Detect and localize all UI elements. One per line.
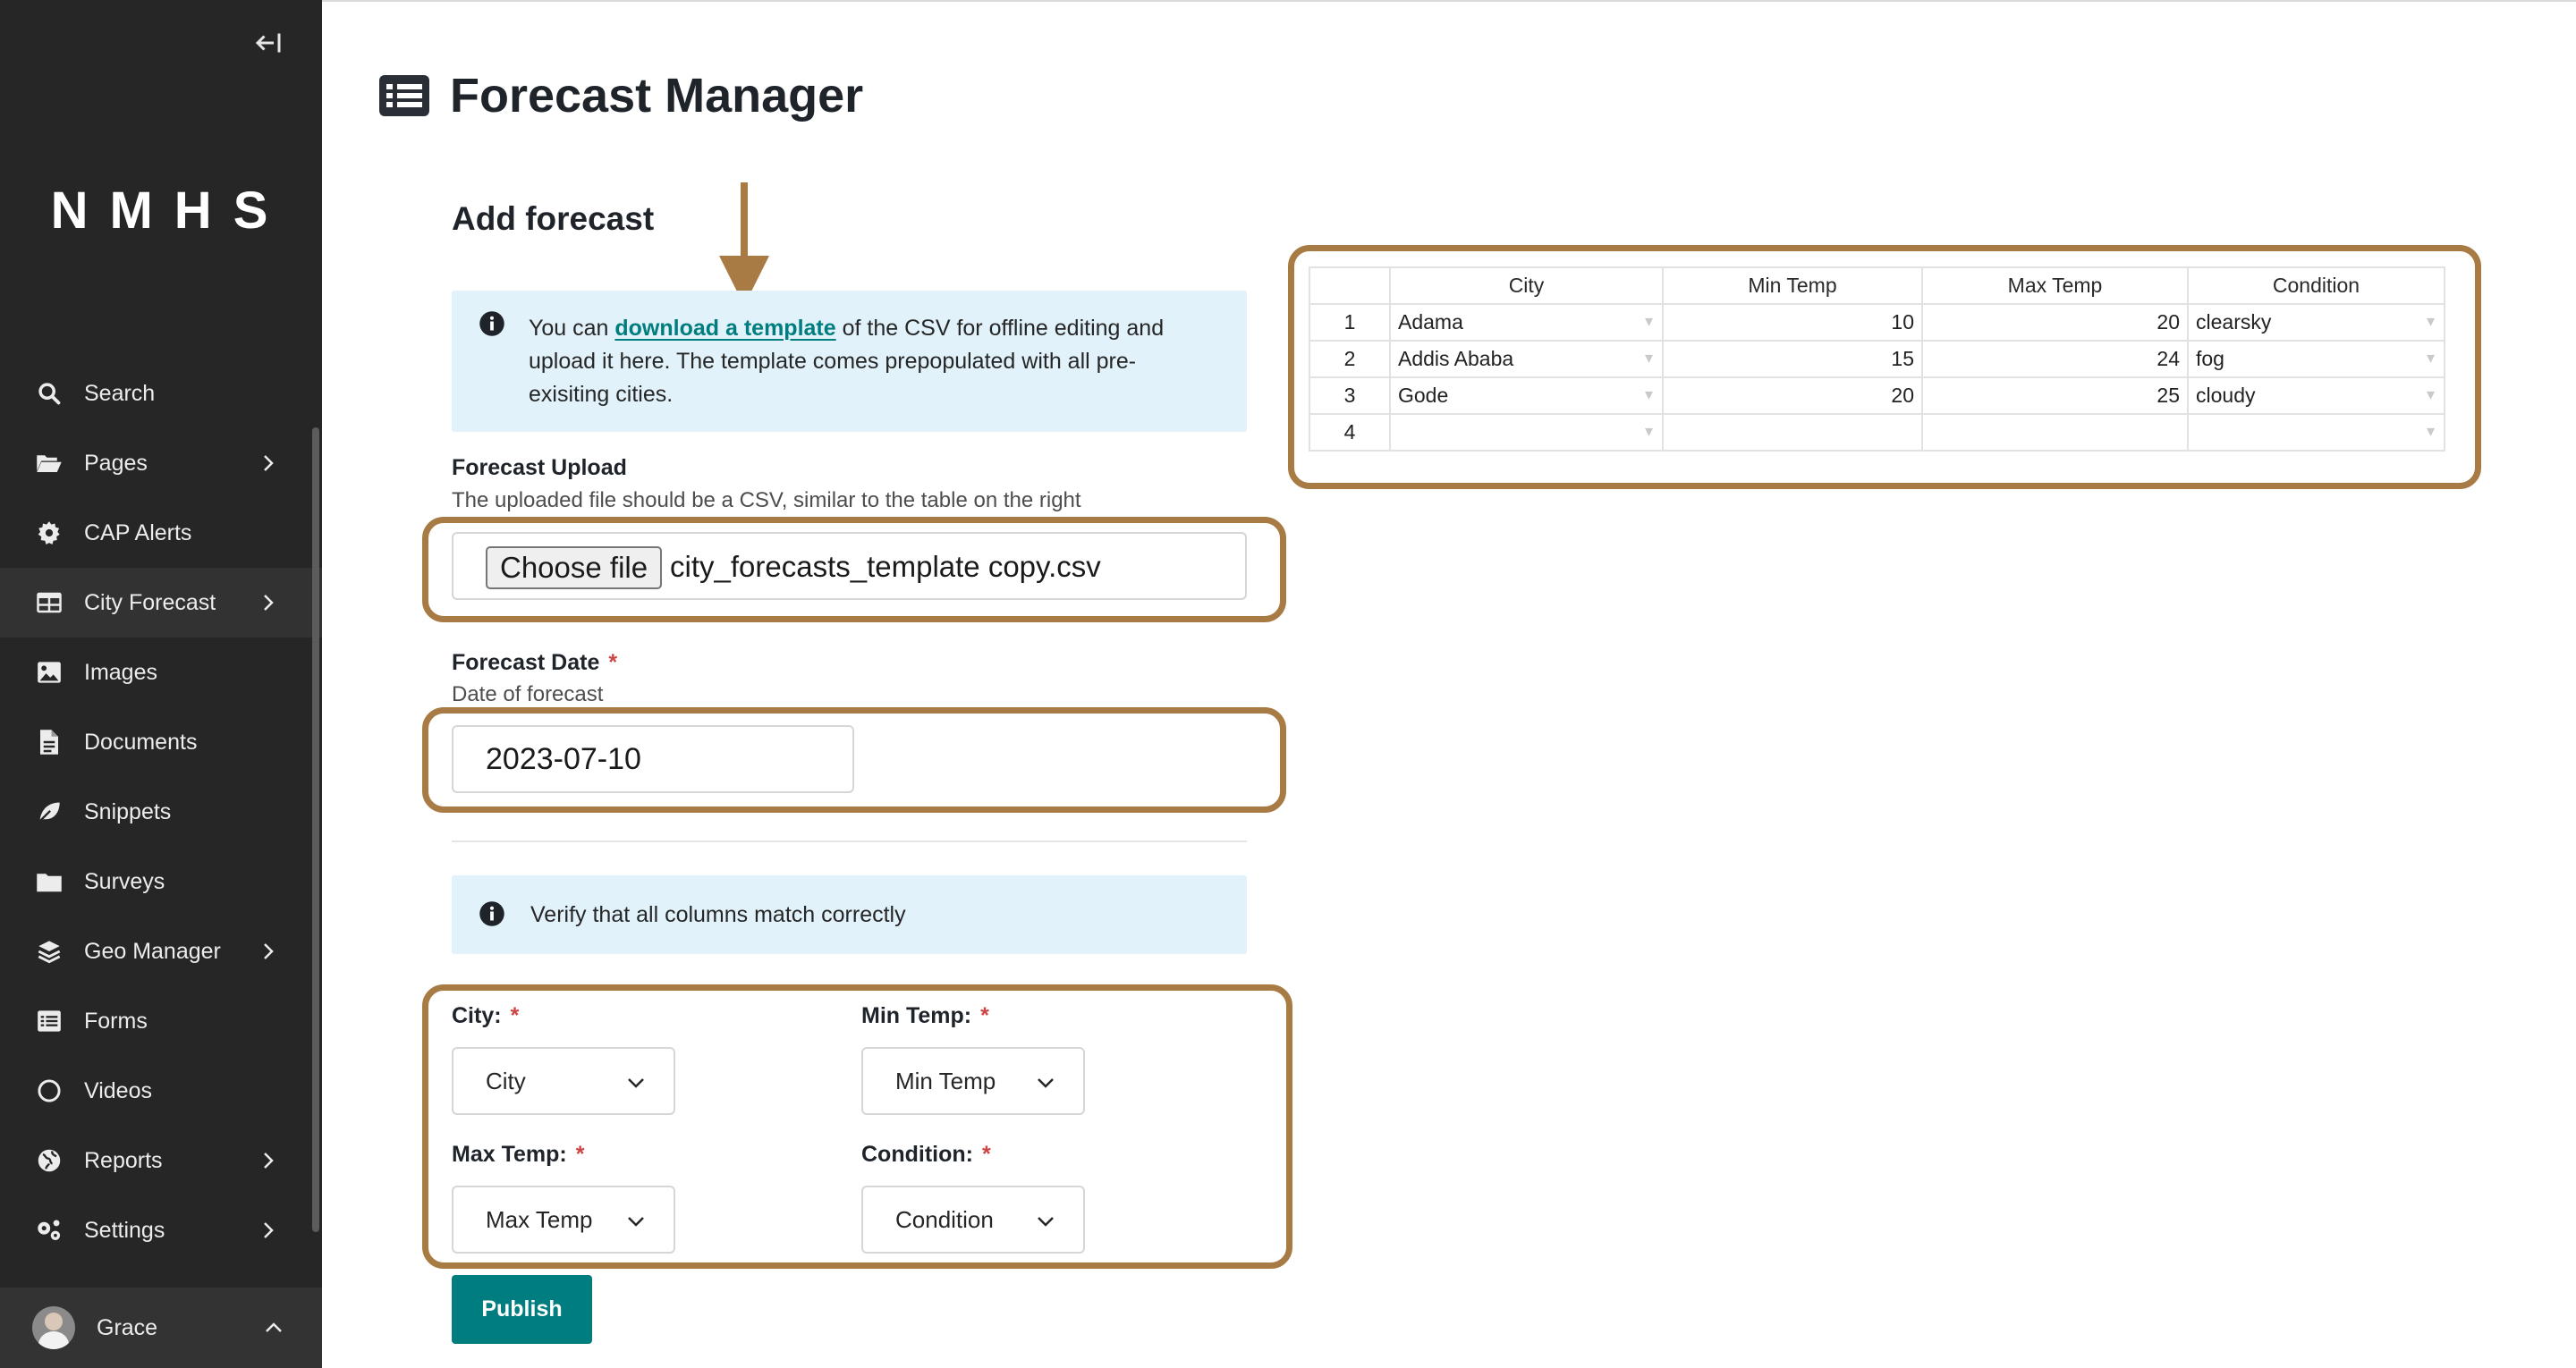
forecast-date-hint: Date of forecast [452, 682, 604, 706]
avatar [32, 1306, 75, 1349]
leaf-icon [36, 798, 63, 825]
circle-icon [36, 1077, 63, 1104]
city-cell[interactable]: Adama ▾ [1390, 304, 1663, 341]
row-index: 2 [1309, 341, 1390, 377]
user-menu[interactable] [0, 1288, 322, 1368]
sidebar-scrollbar[interactable] [312, 427, 319, 1232]
sidebar-item-images[interactable] [0, 638, 322, 707]
condition-cell[interactable] [2188, 414, 2445, 451]
csv-preview-table [1309, 266, 2445, 452]
column-header-condition[interactable]: Condition [2188, 267, 2445, 304]
sidebar-item-label: City Forecast [84, 589, 216, 615]
sidebar-item-videos[interactable] [0, 1056, 322, 1126]
condition-cell[interactable]: cloudy ▾ [2188, 377, 2445, 414]
sidebar [0, 0, 322, 1368]
column-header-max-temp[interactable]: Max Temp [1922, 267, 2188, 304]
required-marker: * [980, 1003, 989, 1028]
forecast-date-label-text: Forecast Date [452, 650, 600, 675]
chevron-right-icon [258, 592, 279, 613]
condition-column-select-value: Condition [895, 1205, 994, 1233]
verify-text: Verify that all columns match correctly [530, 902, 906, 927]
help-text-suffix: of the CSV for offline editing and upload it here. The template comes prepopulated with all pre-exisiting cities. [529, 316, 1165, 407]
chevron-down-icon [625, 1211, 647, 1232]
gear-icon [36, 519, 63, 546]
file-upload-field[interactable] [452, 532, 1247, 600]
condition-mapping-label-text: Condition: [861, 1142, 973, 1167]
list-icon [379, 75, 429, 116]
max-temp-cell[interactable]: 20 [1922, 304, 2188, 341]
document-icon [36, 729, 63, 756]
chevron-down-icon [1035, 1211, 1056, 1232]
help-text [529, 312, 1208, 411]
template-help-callout [452, 291, 1247, 432]
sidebar-item-snippets[interactable] [0, 777, 322, 847]
row-index: 4 [1309, 414, 1390, 451]
user-name: Grace [97, 1314, 158, 1340]
collapse-left-icon[interactable] [252, 27, 284, 59]
chevron-right-icon [258, 1150, 279, 1171]
chevron-right-icon [258, 941, 279, 962]
chevron-down-icon [625, 1072, 647, 1094]
required-marker: * [575, 1142, 585, 1167]
city-mapping-label-text: City: [452, 1003, 502, 1028]
table-row [1309, 304, 2445, 341]
max-temp-cell[interactable]: 24 [1922, 341, 2188, 377]
forecast-upload-hint: The uploaded file should be a CSV, similar to the table on the right [452, 488, 1081, 512]
column-header-min-temp[interactable]: Min Temp [1663, 267, 1922, 304]
page-title: Forecast Manager [450, 69, 864, 122]
cogs-icon [36, 1217, 63, 1244]
table-row [1309, 341, 2445, 377]
sidebar-item-label: Reports [84, 1147, 163, 1173]
table-row [1309, 377, 2445, 414]
sidebar-item-search[interactable] [0, 359, 322, 428]
max-temp-cell[interactable] [1922, 414, 2188, 451]
selected-file-name: city_forecasts_template copy.csv [670, 550, 1101, 583]
condition-cell[interactable]: clearsky ▾ [2188, 304, 2445, 341]
city-cell[interactable]: Addis Ababa ▾ [1390, 341, 1663, 377]
help-text-prefix: You can [529, 316, 615, 341]
sidebar-item-geo-manager[interactable] [0, 916, 322, 986]
table-row [1309, 414, 2445, 451]
min-temp-cell[interactable]: 15 [1663, 341, 1922, 377]
sidebar-item-settings[interactable] [0, 1195, 322, 1265]
verify-columns-callout [452, 875, 1247, 954]
city-column-select[interactable] [452, 1047, 675, 1115]
sidebar-item-surveys[interactable] [0, 847, 322, 916]
required-marker: * [608, 650, 618, 675]
column-header-city[interactable]: City [1390, 267, 1663, 304]
sidebar-item-label: Videos [84, 1077, 152, 1103]
max-temp-cell[interactable]: 25 [1922, 377, 2188, 414]
chevron-right-icon [258, 452, 279, 474]
list-icon [36, 1008, 63, 1034]
forecast-date-label [452, 650, 617, 676]
city-cell[interactable] [1390, 414, 1663, 451]
table-header-row [1309, 267, 2445, 304]
min-temp-column-select-value: Min Temp [895, 1067, 996, 1094]
sidebar-item-reports[interactable] [0, 1126, 322, 1195]
min-temp-cell[interactable]: 20 [1663, 377, 1922, 414]
condition-mapping-label [861, 1142, 991, 1168]
column-header [1309, 267, 1390, 304]
sidebar-item-cap-alerts[interactable] [0, 498, 322, 568]
sidebar-item-label: Images [84, 659, 157, 685]
globe-icon [36, 1147, 63, 1174]
sidebar-item-label: Forms [84, 1008, 148, 1034]
condition-cell[interactable]: fog ▾ [2188, 341, 2445, 377]
row-index: 3 [1309, 377, 1390, 414]
row-index: 1 [1309, 304, 1390, 341]
forecast-date-input[interactable]: 2023-07-10 [452, 725, 854, 793]
sidebar-item-label: Search [84, 380, 156, 406]
chevron-up-icon [263, 1317, 284, 1338]
sidebar-item-label: Geo Manager [84, 938, 221, 964]
required-marker: * [510, 1003, 520, 1028]
sidebar-item-documents[interactable] [0, 707, 322, 777]
sidebar-item-forms[interactable] [0, 986, 322, 1056]
sidebar-item-label: Surveys [84, 868, 165, 894]
condition-column-select[interactable] [861, 1186, 1085, 1254]
sidebar-item-label: CAP Alerts [84, 519, 192, 545]
city-cell[interactable]: Gode ▾ [1390, 377, 1663, 414]
top-border [322, 0, 2576, 2]
max-temp-mapping-label [452, 1142, 584, 1168]
section-title: Add forecast [452, 200, 655, 237]
max-temp-column-select-value: Max Temp [486, 1205, 593, 1233]
sidebar-item-pages[interactable] [0, 428, 322, 498]
info-icon [479, 900, 505, 927]
chevron-down-icon [1035, 1072, 1056, 1094]
publish-button[interactable]: Publish [452, 1275, 592, 1344]
required-marker: * [981, 1142, 991, 1167]
min-temp-mapping-label-text: Min Temp: [861, 1003, 972, 1028]
min-temp-cell[interactable] [1663, 414, 1922, 451]
download-template-link[interactable]: download a template [614, 316, 836, 341]
table-icon [36, 589, 63, 616]
min-temp-column-select[interactable] [861, 1047, 1085, 1115]
max-temp-column-select[interactable] [452, 1186, 675, 1254]
forecast-upload-label: Forecast Upload [452, 455, 627, 480]
folder-icon [36, 868, 63, 895]
divider [452, 840, 1247, 842]
max-temp-mapping-label-text: Max Temp: [452, 1142, 567, 1167]
min-temp-mapping-label [861, 1003, 989, 1029]
choose-file-button[interactable]: Choose file [486, 546, 662, 589]
site-logo[interactable]: NMHS [50, 182, 290, 240]
layers-icon [36, 938, 63, 965]
sidebar-item-label: Documents [84, 729, 198, 755]
sidebar-item-label: Settings [84, 1217, 165, 1243]
city-column-select-value: City [486, 1067, 526, 1094]
sidebar-item-label: Snippets [84, 798, 172, 824]
search-icon [36, 380, 63, 407]
info-icon [479, 310, 505, 337]
sidebar-item-label: Pages [84, 450, 148, 476]
chevron-right-icon [258, 1220, 279, 1241]
min-temp-cell[interactable]: 10 [1663, 304, 1922, 341]
annotation-arrow-down-icon [716, 181, 773, 308]
city-mapping-label [452, 1003, 519, 1029]
sidebar-nav [0, 359, 322, 1265]
image-icon [36, 659, 63, 686]
folder-open-icon [36, 450, 63, 477]
sidebar-item-city-forecast[interactable] [0, 568, 322, 638]
